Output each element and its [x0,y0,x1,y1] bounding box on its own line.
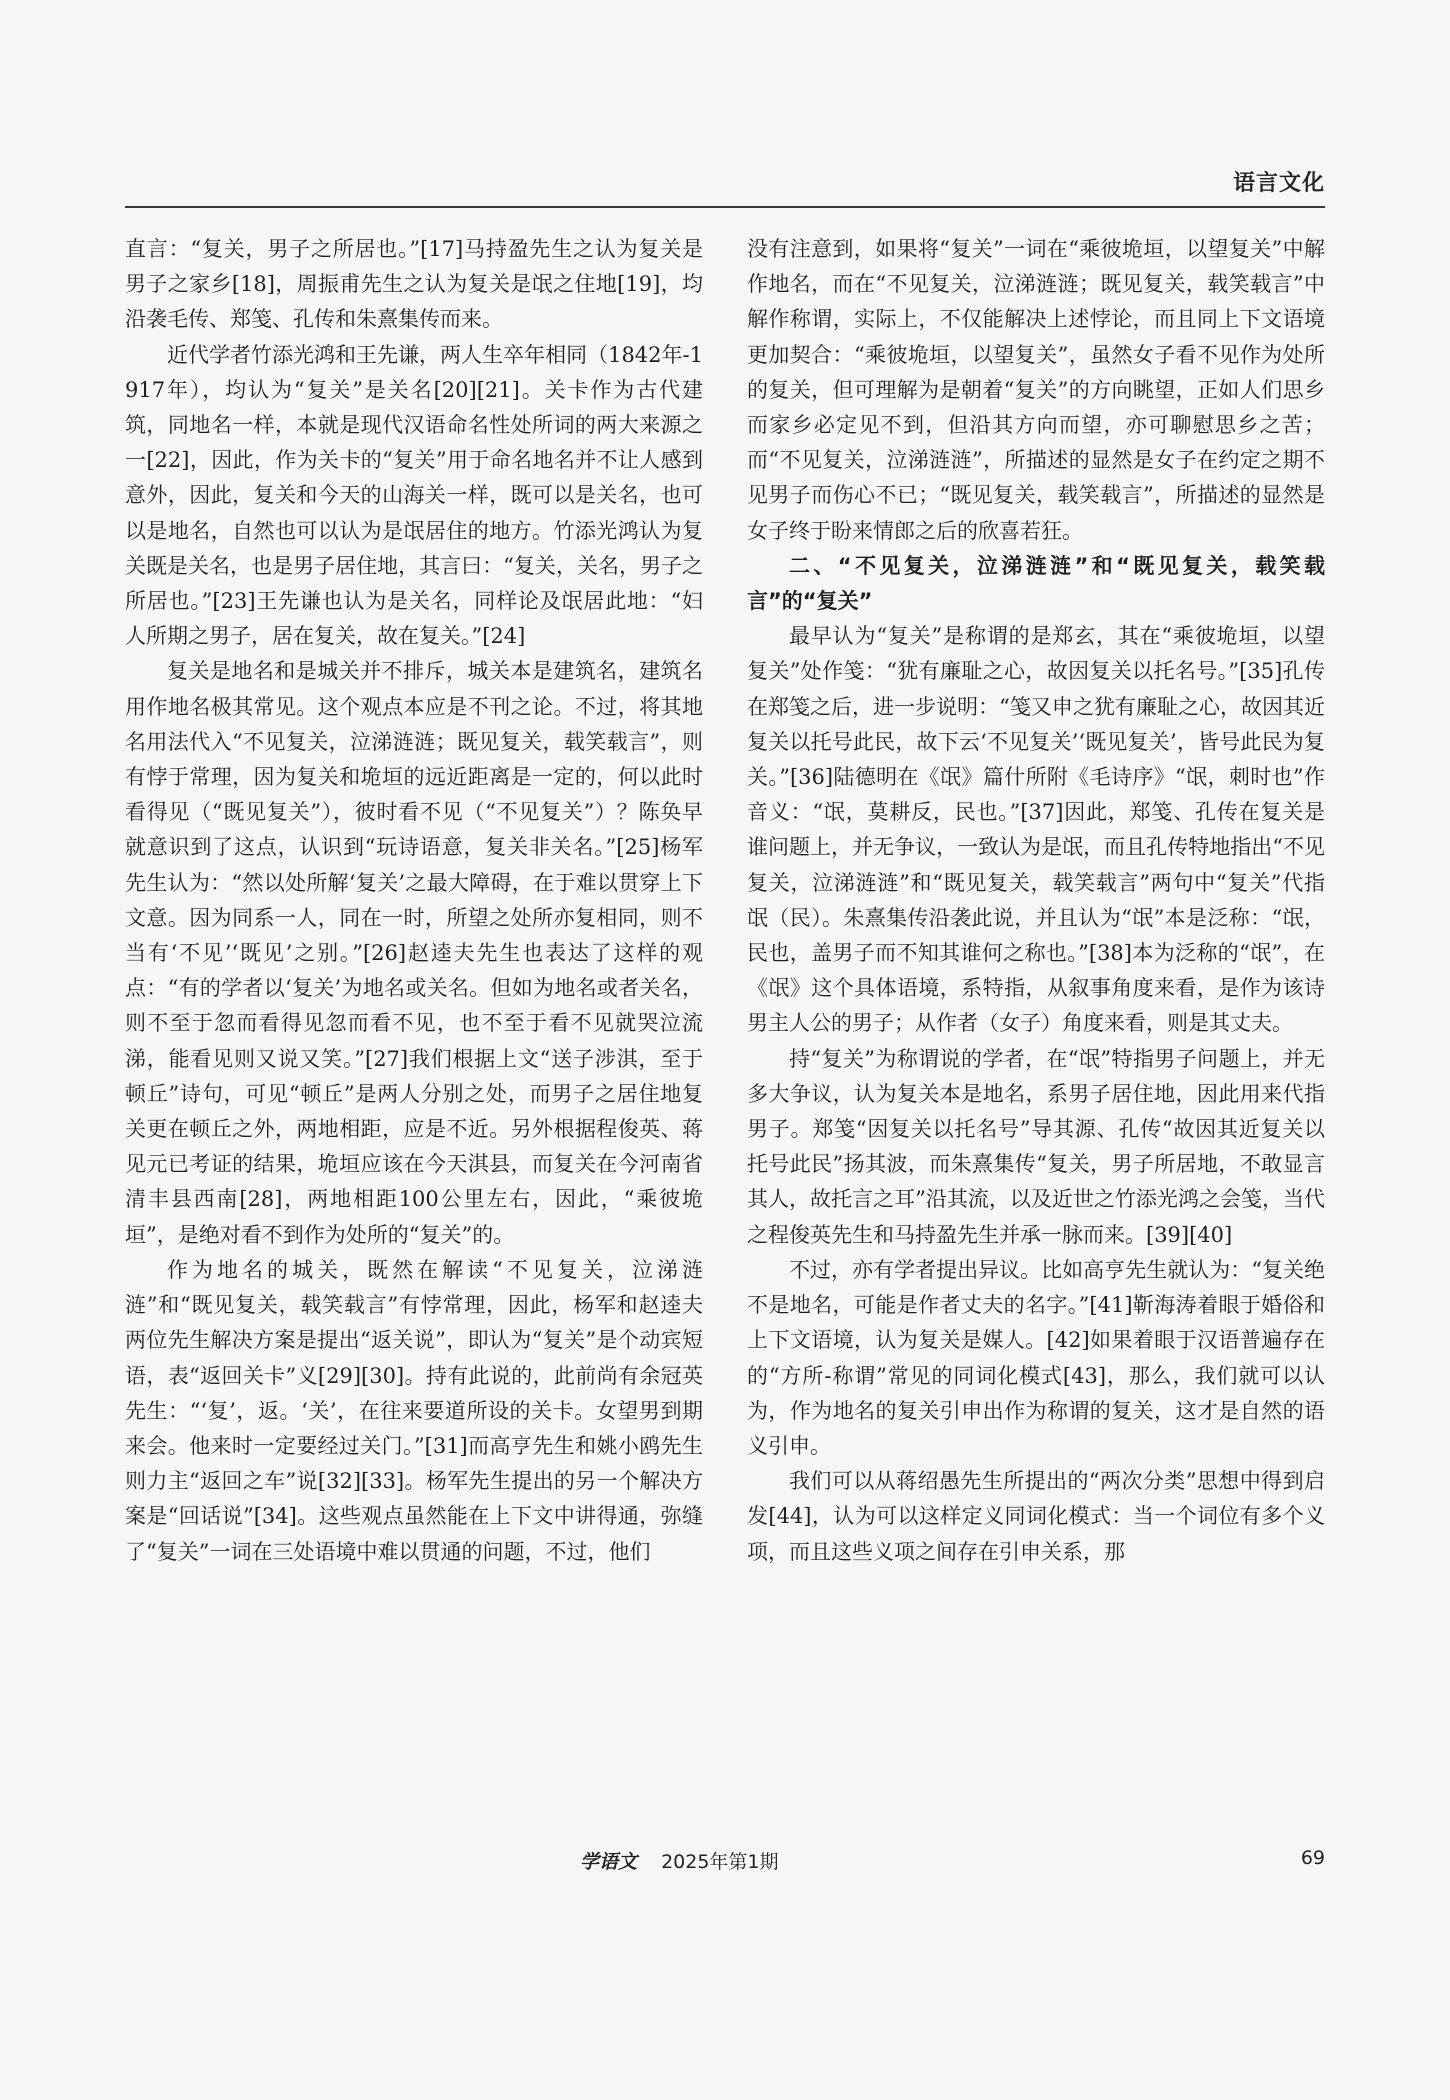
paragraph: 最早认为“复关”是称谓的是郑玄，其在“乘彼垝垣，以望复关”处作笺：“犹有廉耻之心，故因复关以托名号。”[35]孔传在郑笺之后，进一步说明：“笺又申之犹有廉耻之心，故因其近复关以托号此民，故下云‘不见复关’‘既见复关’，皆号此民为复关。”[36]陆德明在《氓》篇什所附《毛诗序》“氓，刺时也”作音义：“氓，莫耕反，民也。”[37]因此，郑笺、孔传在复关是谁问题上，并无争议，一致认为是氓，而且孔传特地指出“不见复关，泣涕涟涟”和“既见复关，载笑载言”两句中“复关”代指氓（民）。朱熹集传沿袭此说，并且认为“氓”本是泛称：“氓，民也，盖男子而不知其谁何之称也。”[38]本为泛称的“氓”，在《氓》这个具体语境，系特指，从叙事角度来看，是作为该诗男主人公的男子；从作者（女子）角度来看，则是其丈夫。 [747,624,1325,1036]
issue-label: 2025年第1期 [661,1851,779,1873]
paragraph: 直言：“复关，男子之所居也。”[17]马持盈先生之认为复关是男子之家乡[18]，周振甫先生之认为复关是氓之住地[19]，均沿袭毛传、郑笺、孔传和朱熹集传而来。 [125,237,703,332]
paragraph: 近代学者竹添光鸿和王先谦，两人生卒年相同（1842年-1917年），均认为“复关”是关名[20][21]。关卡作为古代建筑，同地名一样，本就是现代汉语命名性处所词的两大来源之一[22]，因此，作为关卡的“复关”用于命名地名并不让人感到意外，因此，复关和今天的山海关一样，既可以是关名，也可以是地名，自然也可以认为是氓居住的地方。竹添光鸿认为复关既是关名，也是男子居住地，其言曰：“复关，关名，男子之所居也。”[23]王先谦也认为是关名，同样论及氓居此地：“妇人所期之男子，居在复关，故在复关。”[24] [125,342,703,649]
page-number: 69 [1300,1847,1325,1869]
section-label: 语言文化 [1232,171,1325,196]
left-column [125,232,703,1570]
page-footer [125,1847,1325,1877]
paragraph: 作为地名的城关，既然在解读“不见复关，泣涕涟涟”和“既见复关，载笑载言”有悖常理，因此，杨军和赵逵夫两位先生解决方案是提出“返关说”，即认为“复关”是个动宾短语，表“返回关卡”义[29][30]。持有此说的，此前尚有余冠英先生：“‘复’，返。‘关’，在往来要道所设的关卡。女望男到期来会。他来时一定要经过关门。”[31]而高亨先生和姚小鸥先生则力主“返回之车”说[32][33]。杨军先生提出的另一个解决方案是“回话说”[34]。这些观点虽然能在上下文中讲得通，弥缝了“复关”一词在三处语境中难以贯通的问题，不过，他们 [125,1257,703,1564]
journal-info [580,1847,779,1874]
paragraph: 持“复关”为称谓说的学者，在“氓”特指男子问题上，并无多大争议，认为复关本是地名，系男子居住地，因此用来代指男子。郑笺“因复关以托名号”导其源、孔传“故因其近复关以托号此民”扬其波，而朱熹集传“复关，男子所居地，不敢显言其人，故托言之耳”沿其流，以及近世之竹添光鸿之会笺，当代之程俊英先生和马持盈先生并承一脉而来。[39][40] [747,1046,1325,1247]
paragraph: 不过，亦有学者提出异议。比如高亨先生就认为：“复关绝不是地名，可能是作者丈夫的名字。”[41]靳海涛着眼于婚俗和上下文语境，认为复关是媒人。[42]如果着眼于汉语普遍存在的“方所-称谓”常见的同词化模式[43]，那么，我们就可以认为，作为地名的复关引申出作为称谓的复关，这才是自然的语义引申。 [747,1257,1325,1458]
right-column [747,232,1325,1570]
paragraph: 我们可以从蒋绍愚先生所提出的“两次分类”思想中得到启发[44]，认为可以这样定义同词化模式：当一个词位有多个义项，而且这些义项之间存在引申关系，那 [747,1469,1325,1564]
paragraph: 复关是地名和是城关并不排斥，城关本是建筑名，建筑名用作地名极其常见。这个观点本应是不刊之论。不过，将其地名用法代入“不见复关，泣涕涟涟；既见复关，载笑载言”，则有悖于常理，因为复关和垝垣的远近距离是一定的，何以此时看得见（“既见复关”），彼时看不见（“不见复关”）？陈奂早就意识到了这点，认识到“玩诗语意，复关非关名。”[25]杨军先生认为：“然以处所解‘复关’之最大障碍，在于难以贯穿上下文意。因为同系一人，同在一时，所望之处所亦复相同，则不当有‘不见’‘既见’之别。”[26]赵逵夫先生也表达了这样的观点：“有的学者以‘复关’为地名或关名。但如为地名或者关名，则不至于忽而看得见忽而看不见，也不至于看不见就哭泣流涕，能看见则又说又笑。”[27]我们根据上文“送子涉淇，至于顿丘”诗句，可见“顿丘”是两人分别之处，而男子之居住地复关更在顿丘之外，两地相距，应是不近。另外根据程俊英、蒋见元已考证的结果，垝垣应该在今天淇县，而复关在今河南省清丰县西南[28]，两地相距100公里左右，因此，“乘彼垝垣”，是绝对看不到作为处所的“复关”的。 [125,659,703,1247]
journal-name: 学语文 [580,1851,638,1873]
article-body [125,232,1325,1812]
page-header [125,166,1325,208]
section-heading: 二、“不见复关，泣涕涟涟”和“既见复关，载笑载言”的“复关” [747,553,1325,614]
paragraph: 没有注意到，如果将“复关”一词在“乘彼垝垣，以望复关”中解作地名，而在“不见复关，泣涕涟涟；既见复关，载笑载言”中解作称谓，实际上，不仅能解决上述悖论，而且同上下文语境更加契合：“乘彼垝垣，以望复关”，虽然女子看不见作为处所的复关，但可理解为是朝着“复关”的方向眺望，正如人们思乡而家乡必定见不到，但沿其方向而望，亦可聊慰思乡之苦；而“不见复关，泣涕涟涟”，所描述的显然是女子在约定之期不见男子而伤心不已；“既见复关，载笑载言”，所描述的显然是女子终于盼来情郎之后的欣喜若狂。 [747,237,1325,543]
